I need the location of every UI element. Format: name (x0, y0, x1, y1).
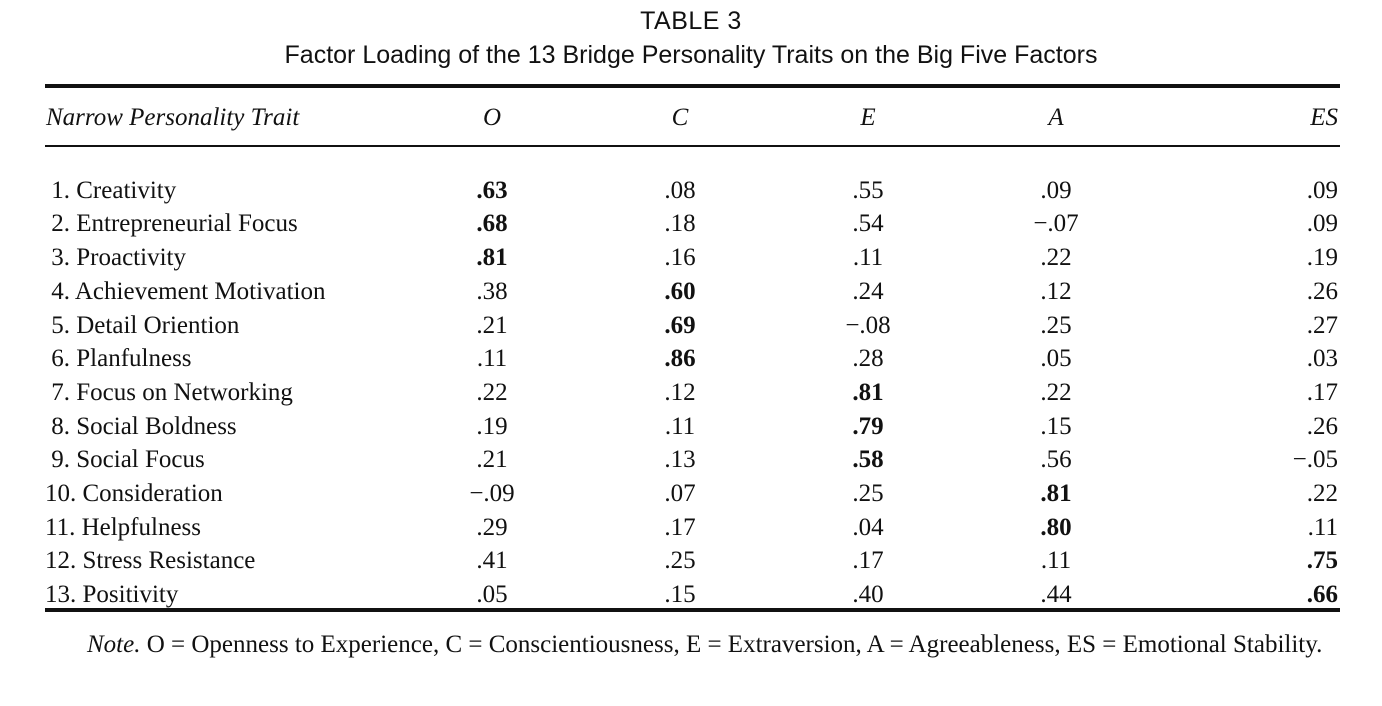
loading-e: .24 (852, 277, 884, 305)
loading-c: .18 (664, 210, 696, 238)
loading-e: −.08 (845, 311, 891, 339)
spacer-row (45, 140, 1340, 174)
loading-es: .09 (1306, 176, 1338, 204)
loading-es: −.05 (1292, 446, 1338, 474)
loading-e: .25 (852, 480, 884, 508)
loading-a: .09 (1040, 176, 1072, 204)
loading-a: .81 (1040, 480, 1072, 508)
table-row (45, 578, 1340, 612)
loading-es: .11 (1307, 513, 1338, 541)
trait-name: 12. Stress Resistance (45, 547, 256, 575)
header-es: ES (1310, 104, 1338, 131)
top-rule (45, 84, 1340, 88)
loading-c: .12 (664, 378, 696, 406)
table-row (45, 207, 1340, 241)
note-text: O = Openness to Experience, C = Conscientiousness, E = Extraversion, A = Agreeableness, ES = Emotional Stability. (140, 631, 1323, 658)
loading-o: .81 (476, 244, 508, 272)
loading-c: .15 (664, 581, 696, 609)
header-o: O (482, 104, 502, 131)
loading-o: .68 (476, 210, 508, 238)
loading-c: .13 (664, 446, 696, 474)
loading-o: .19 (476, 412, 508, 440)
loading-a: .56 (1040, 446, 1072, 474)
table-note (47, 628, 1340, 662)
table-row (45, 241, 1340, 275)
loading-o: −.09 (469, 480, 515, 508)
header-trait: Narrow Personality Trait (46, 104, 300, 131)
loading-a: .22 (1040, 378, 1072, 406)
trait-name: 8. Social Boldness (45, 412, 237, 440)
trait-name: 3. Proactivity (45, 244, 186, 272)
loading-e: .54 (852, 210, 884, 238)
loading-c: .69 (664, 311, 696, 339)
table-row (45, 443, 1340, 477)
loading-e: .58 (852, 446, 884, 474)
loading-e: .28 (852, 345, 884, 373)
loading-o: .22 (476, 378, 508, 406)
loading-es: .26 (1306, 277, 1338, 305)
loading-es: .19 (1306, 244, 1338, 272)
loading-o: .21 (476, 311, 508, 339)
trait-name: 10. Consideration (45, 480, 223, 508)
trait-name: 9. Social Focus (45, 446, 205, 474)
table-row (45, 309, 1340, 343)
loading-c: .60 (664, 277, 696, 305)
note-label: Note. (87, 631, 141, 658)
loading-es: .27 (1306, 311, 1338, 339)
loading-o: .29 (476, 513, 508, 541)
loading-o: .41 (476, 547, 508, 575)
loading-a: .15 (1040, 412, 1072, 440)
loading-es: .09 (1306, 210, 1338, 238)
loading-c: .08 (664, 176, 696, 204)
table-row (45, 410, 1340, 444)
trait-name: 5. Detail Oriention (45, 311, 240, 339)
loading-c: .07 (664, 480, 696, 508)
loading-a: .44 (1040, 581, 1072, 609)
table-row (45, 477, 1340, 511)
loading-o: .11 (476, 345, 508, 373)
loading-o: .21 (476, 446, 508, 474)
table-row (45, 174, 1340, 208)
table-caption: Factor Loading of the 13 Bridge Personality Traits on the Big Five Factors (284, 41, 1098, 69)
header-c: C (671, 104, 689, 131)
spacer-cell (45, 140, 1340, 174)
trait-name: 13. Positivity (45, 581, 179, 609)
trait-name: 6. Planfulness (45, 345, 192, 373)
trait-name: 11. Helpfulness (45, 513, 201, 541)
trait-name: 7. Focus on Networking (45, 378, 293, 406)
loading-c: .11 (664, 412, 696, 440)
loading-es: .22 (1306, 480, 1338, 508)
header-a: A (1048, 104, 1064, 131)
loading-a: .12 (1040, 277, 1072, 305)
trait-name: 4. Achievement Motivation (45, 277, 326, 305)
table-title-block (0, 4, 1382, 72)
table-row (45, 376, 1340, 410)
loading-e: .55 (852, 176, 884, 204)
table-row (45, 342, 1340, 376)
loading-a: .25 (1040, 311, 1072, 339)
factor-loading-table (45, 96, 1340, 612)
loading-es: .03 (1306, 345, 1338, 373)
loading-e: .11 (852, 244, 884, 272)
table-row (45, 511, 1340, 545)
loading-es: .17 (1306, 378, 1338, 406)
trait-name: 1. Creativity (45, 176, 177, 204)
trait-name: 2. Entrepreneurial Focus (45, 210, 298, 238)
loading-c: .17 (664, 513, 696, 541)
loading-a: .11 (1040, 547, 1072, 575)
loading-a: .05 (1040, 345, 1072, 373)
header-row (45, 96, 1340, 140)
table-row (45, 544, 1340, 578)
loading-e: .79 (852, 412, 884, 440)
loading-a: .22 (1040, 244, 1072, 272)
loading-es: .75 (1306, 547, 1338, 575)
loading-o: .05 (476, 581, 508, 609)
loading-e: .40 (852, 581, 884, 609)
table-label: TABLE 3 (640, 7, 742, 35)
loading-a: −.07 (1033, 210, 1079, 238)
loading-c: .86 (664, 345, 696, 373)
loading-o: .38 (476, 277, 508, 305)
loading-es: .66 (1306, 581, 1338, 609)
loading-c: .16 (664, 244, 696, 272)
table-row (45, 275, 1340, 309)
loading-es: .26 (1306, 412, 1338, 440)
header-e: E (860, 104, 876, 131)
loading-o: .63 (476, 176, 508, 204)
loading-c: .25 (664, 547, 696, 575)
loading-e: .17 (852, 547, 884, 575)
loading-e: .81 (852, 378, 884, 406)
loading-a: .80 (1040, 513, 1072, 541)
loading-e: .04 (852, 513, 884, 541)
